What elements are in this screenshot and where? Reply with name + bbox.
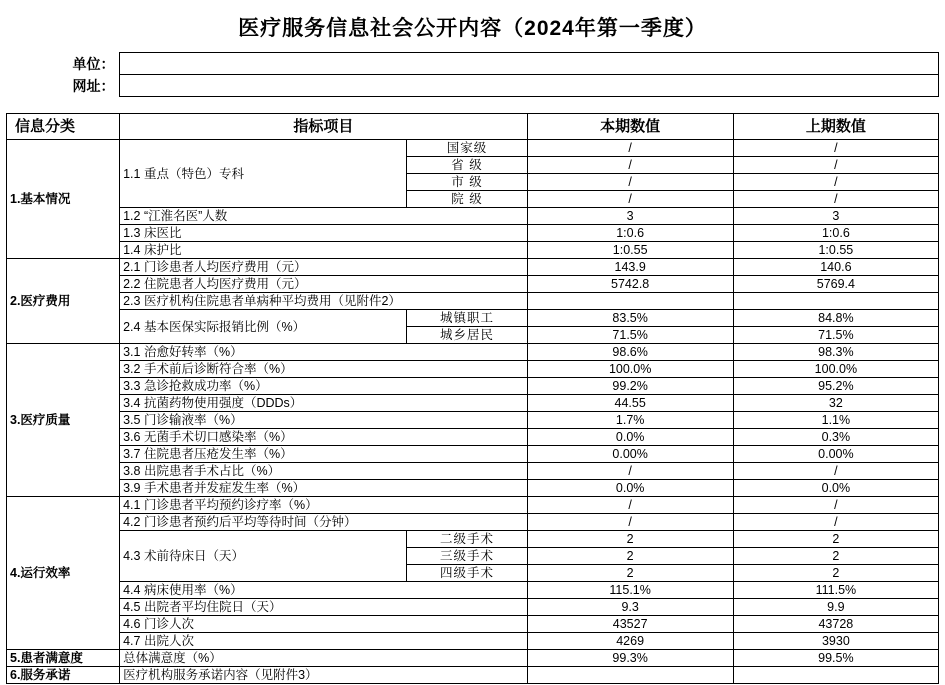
current-value-cell: 71.5%: [527, 327, 733, 344]
previous-value-cell: 32: [733, 395, 938, 412]
item-cell: 1.1 重点（特色）专科: [120, 140, 407, 208]
item-cell: 4.7 出院人次: [120, 633, 527, 650]
current-value-cell: 0.00%: [527, 446, 733, 463]
current-value-cell: 5742.8: [527, 276, 733, 293]
table-row: [7, 225, 939, 242]
sub-item-cell: 院 级: [407, 191, 527, 208]
item-cell: 总体满意度（%）: [120, 650, 527, 667]
category-cell: 1.基本情况: [7, 140, 120, 259]
item-cell: 1.4 床护比: [120, 242, 527, 259]
item-cell: 3.6 无菌手术切口感染率（%）: [120, 429, 527, 446]
current-value-cell: 83.5%: [527, 310, 733, 327]
table-row: [7, 208, 939, 225]
item-cell: 2.2 住院患者人均医疗费用（元）: [120, 276, 527, 293]
table-row: [7, 633, 939, 650]
previous-value-cell: 0.0%: [733, 480, 938, 497]
previous-value-cell: [733, 667, 938, 684]
current-value-cell: 99.2%: [527, 378, 733, 395]
table-row: [7, 276, 939, 293]
table-row: [7, 344, 939, 361]
header-item: 指标项目: [120, 114, 527, 140]
item-cell: 3.9 手术患者并发症发生率（%）: [120, 480, 527, 497]
table-row: [7, 378, 939, 395]
table-header-row: [7, 114, 939, 140]
url-value[interactable]: [119, 75, 939, 97]
previous-value-cell: 43728: [733, 616, 938, 633]
current-value-cell: /: [527, 191, 733, 208]
current-value-cell: 2: [527, 565, 733, 582]
previous-value-cell: /: [733, 157, 938, 174]
table-row: [7, 361, 939, 378]
header-category: 信息分类: [7, 114, 120, 140]
category-cell: 2.医疗费用: [7, 259, 120, 344]
current-value-cell: 4269: [527, 633, 733, 650]
previous-value-cell: [733, 293, 938, 310]
previous-value-cell: /: [733, 191, 938, 208]
sub-item-cell: 国家级: [407, 140, 527, 157]
table-row: [7, 140, 939, 157]
item-cell: 4.1 门诊患者平均预约诊疗率（%）: [120, 497, 527, 514]
previous-value-cell: 71.5%: [733, 327, 938, 344]
header-previous: 上期数值: [733, 114, 938, 140]
previous-value-cell: 2: [733, 565, 938, 582]
current-value-cell: /: [527, 497, 733, 514]
table-row: [7, 446, 939, 463]
table-row: [7, 514, 939, 531]
current-value-cell: [527, 667, 733, 684]
sub-item-cell: 城乡居民: [407, 327, 527, 344]
table-row: [7, 480, 939, 497]
category-cell: 6.服务承诺: [7, 667, 120, 684]
previous-value-cell: /: [733, 140, 938, 157]
item-cell: 2.1 门诊患者人均医疗费用（元）: [120, 259, 527, 276]
table-row: [7, 667, 939, 684]
current-value-cell: 2: [527, 531, 733, 548]
previous-value-cell: 5769.4: [733, 276, 938, 293]
item-cell: 3.1 治愈好转率（%）: [120, 344, 527, 361]
previous-value-cell: 99.5%: [733, 650, 938, 667]
current-value-cell: 0.0%: [527, 429, 733, 446]
table-row: [7, 412, 939, 429]
sub-item-cell: 四级手术: [407, 565, 527, 582]
current-value-cell: 1.7%: [527, 412, 733, 429]
page-title: 医疗服务信息社会公开内容（2024年第一季度）: [238, 17, 707, 40]
sub-item-cell: 二级手术: [407, 531, 527, 548]
spacer: [0, 97, 945, 113]
table-row: [7, 293, 939, 310]
table-row: [7, 429, 939, 446]
current-value-cell: /: [527, 157, 733, 174]
current-value-cell: 143.9: [527, 259, 733, 276]
table-row: [7, 531, 939, 548]
previous-value-cell: 3930: [733, 633, 938, 650]
current-value-cell: 98.6%: [527, 344, 733, 361]
previous-value-cell: 98.3%: [733, 344, 938, 361]
sub-item-cell: 市 级: [407, 174, 527, 191]
table-row: [7, 650, 939, 667]
item-cell: 4.5 出院者平均住院日（天）: [120, 599, 527, 616]
item-cell: 3.3 急诊抢救成功率（%）: [120, 378, 527, 395]
item-cell: 1.3 床医比: [120, 225, 527, 242]
item-cell: 医疗机构服务承诺内容（见附件3）: [120, 667, 527, 684]
unit-row: [6, 53, 939, 75]
previous-value-cell: 1:0.55: [733, 242, 938, 259]
previous-value-cell: 3: [733, 208, 938, 225]
table-row: [7, 497, 939, 514]
category-cell: 4.运行效率: [7, 497, 120, 650]
previous-value-cell: 95.2%: [733, 378, 938, 395]
item-cell: 4.6 门诊人次: [120, 616, 527, 633]
previous-value-cell: /: [733, 174, 938, 191]
current-value-cell: 100.0%: [527, 361, 733, 378]
current-value-cell: 115.1%: [527, 582, 733, 599]
sub-item-cell: 省 级: [407, 157, 527, 174]
header-current: 本期数值: [527, 114, 733, 140]
previous-value-cell: 9.9: [733, 599, 938, 616]
item-cell: 3.7 住院患者压疮发生率（%）: [120, 446, 527, 463]
previous-value-cell: /: [733, 497, 938, 514]
previous-value-cell: 0.00%: [733, 446, 938, 463]
table-row: [7, 395, 939, 412]
previous-value-cell: 2: [733, 548, 938, 565]
previous-value-cell: 1:0.6: [733, 225, 938, 242]
table-row: [7, 259, 939, 276]
table-row: [7, 582, 939, 599]
current-value-cell: [527, 293, 733, 310]
url-row: [6, 75, 939, 97]
current-value-cell: /: [527, 514, 733, 531]
current-value-cell: 1:0.55: [527, 242, 733, 259]
sub-item-cell: 三级手术: [407, 548, 527, 565]
previous-value-cell: 2: [733, 531, 938, 548]
previous-value-cell: 0.3%: [733, 429, 938, 446]
table-row: [7, 242, 939, 259]
table-row: [7, 463, 939, 480]
item-cell: 2.3 医疗机构住院患者单病种平均费用（见附件2）: [120, 293, 527, 310]
current-value-cell: 0.0%: [527, 480, 733, 497]
disclosure-table: [6, 113, 939, 684]
current-value-cell: 3: [527, 208, 733, 225]
current-value-cell: /: [527, 140, 733, 157]
table-row: [7, 616, 939, 633]
current-value-cell: 43527: [527, 616, 733, 633]
current-value-cell: /: [527, 174, 733, 191]
category-cell: 3.医疗质量: [7, 344, 120, 497]
previous-value-cell: 1.1%: [733, 412, 938, 429]
current-value-cell: 1:0.6: [527, 225, 733, 242]
unit-label: 单位：: [72, 55, 115, 72]
category-cell: 5.患者满意度: [7, 650, 120, 667]
item-cell: 3.4 抗菌药物使用强度（DDDs）: [120, 395, 527, 412]
previous-value-cell: 100.0%: [733, 361, 938, 378]
previous-value-cell: 111.5%: [733, 582, 938, 599]
item-cell: 4.4 病床使用率（%）: [120, 582, 527, 599]
meta-table: [6, 52, 939, 97]
current-value-cell: 9.3: [527, 599, 733, 616]
current-value-cell: 99.3%: [527, 650, 733, 667]
item-cell: 2.4 基本医保实际报销比例（%）: [120, 310, 407, 344]
current-value-cell: 2: [527, 548, 733, 565]
item-cell: 3.2 手术前后诊断符合率（%）: [120, 361, 527, 378]
item-cell: 3.8 出院患者手术占比（%）: [120, 463, 527, 480]
previous-value-cell: /: [733, 514, 938, 531]
url-label: 网址：: [72, 77, 115, 94]
current-value-cell: 44.55: [527, 395, 733, 412]
item-cell: 3.5 门诊输液率（%）: [120, 412, 527, 429]
item-cell: 4.2 门诊患者预约后平均等待时间（分钟）: [120, 514, 527, 531]
unit-value[interactable]: [119, 53, 939, 75]
previous-value-cell: 84.8%: [733, 310, 938, 327]
previous-value-cell: /: [733, 463, 938, 480]
table-row: [7, 310, 939, 327]
sub-item-cell: 城镇职工: [407, 310, 527, 327]
item-cell: 4.3 术前待床日（天）: [120, 531, 407, 582]
table-row: [7, 599, 939, 616]
current-value-cell: /: [527, 463, 733, 480]
item-cell: 1.2 “江淮名医”人数: [120, 208, 527, 225]
previous-value-cell: 140.6: [733, 259, 938, 276]
